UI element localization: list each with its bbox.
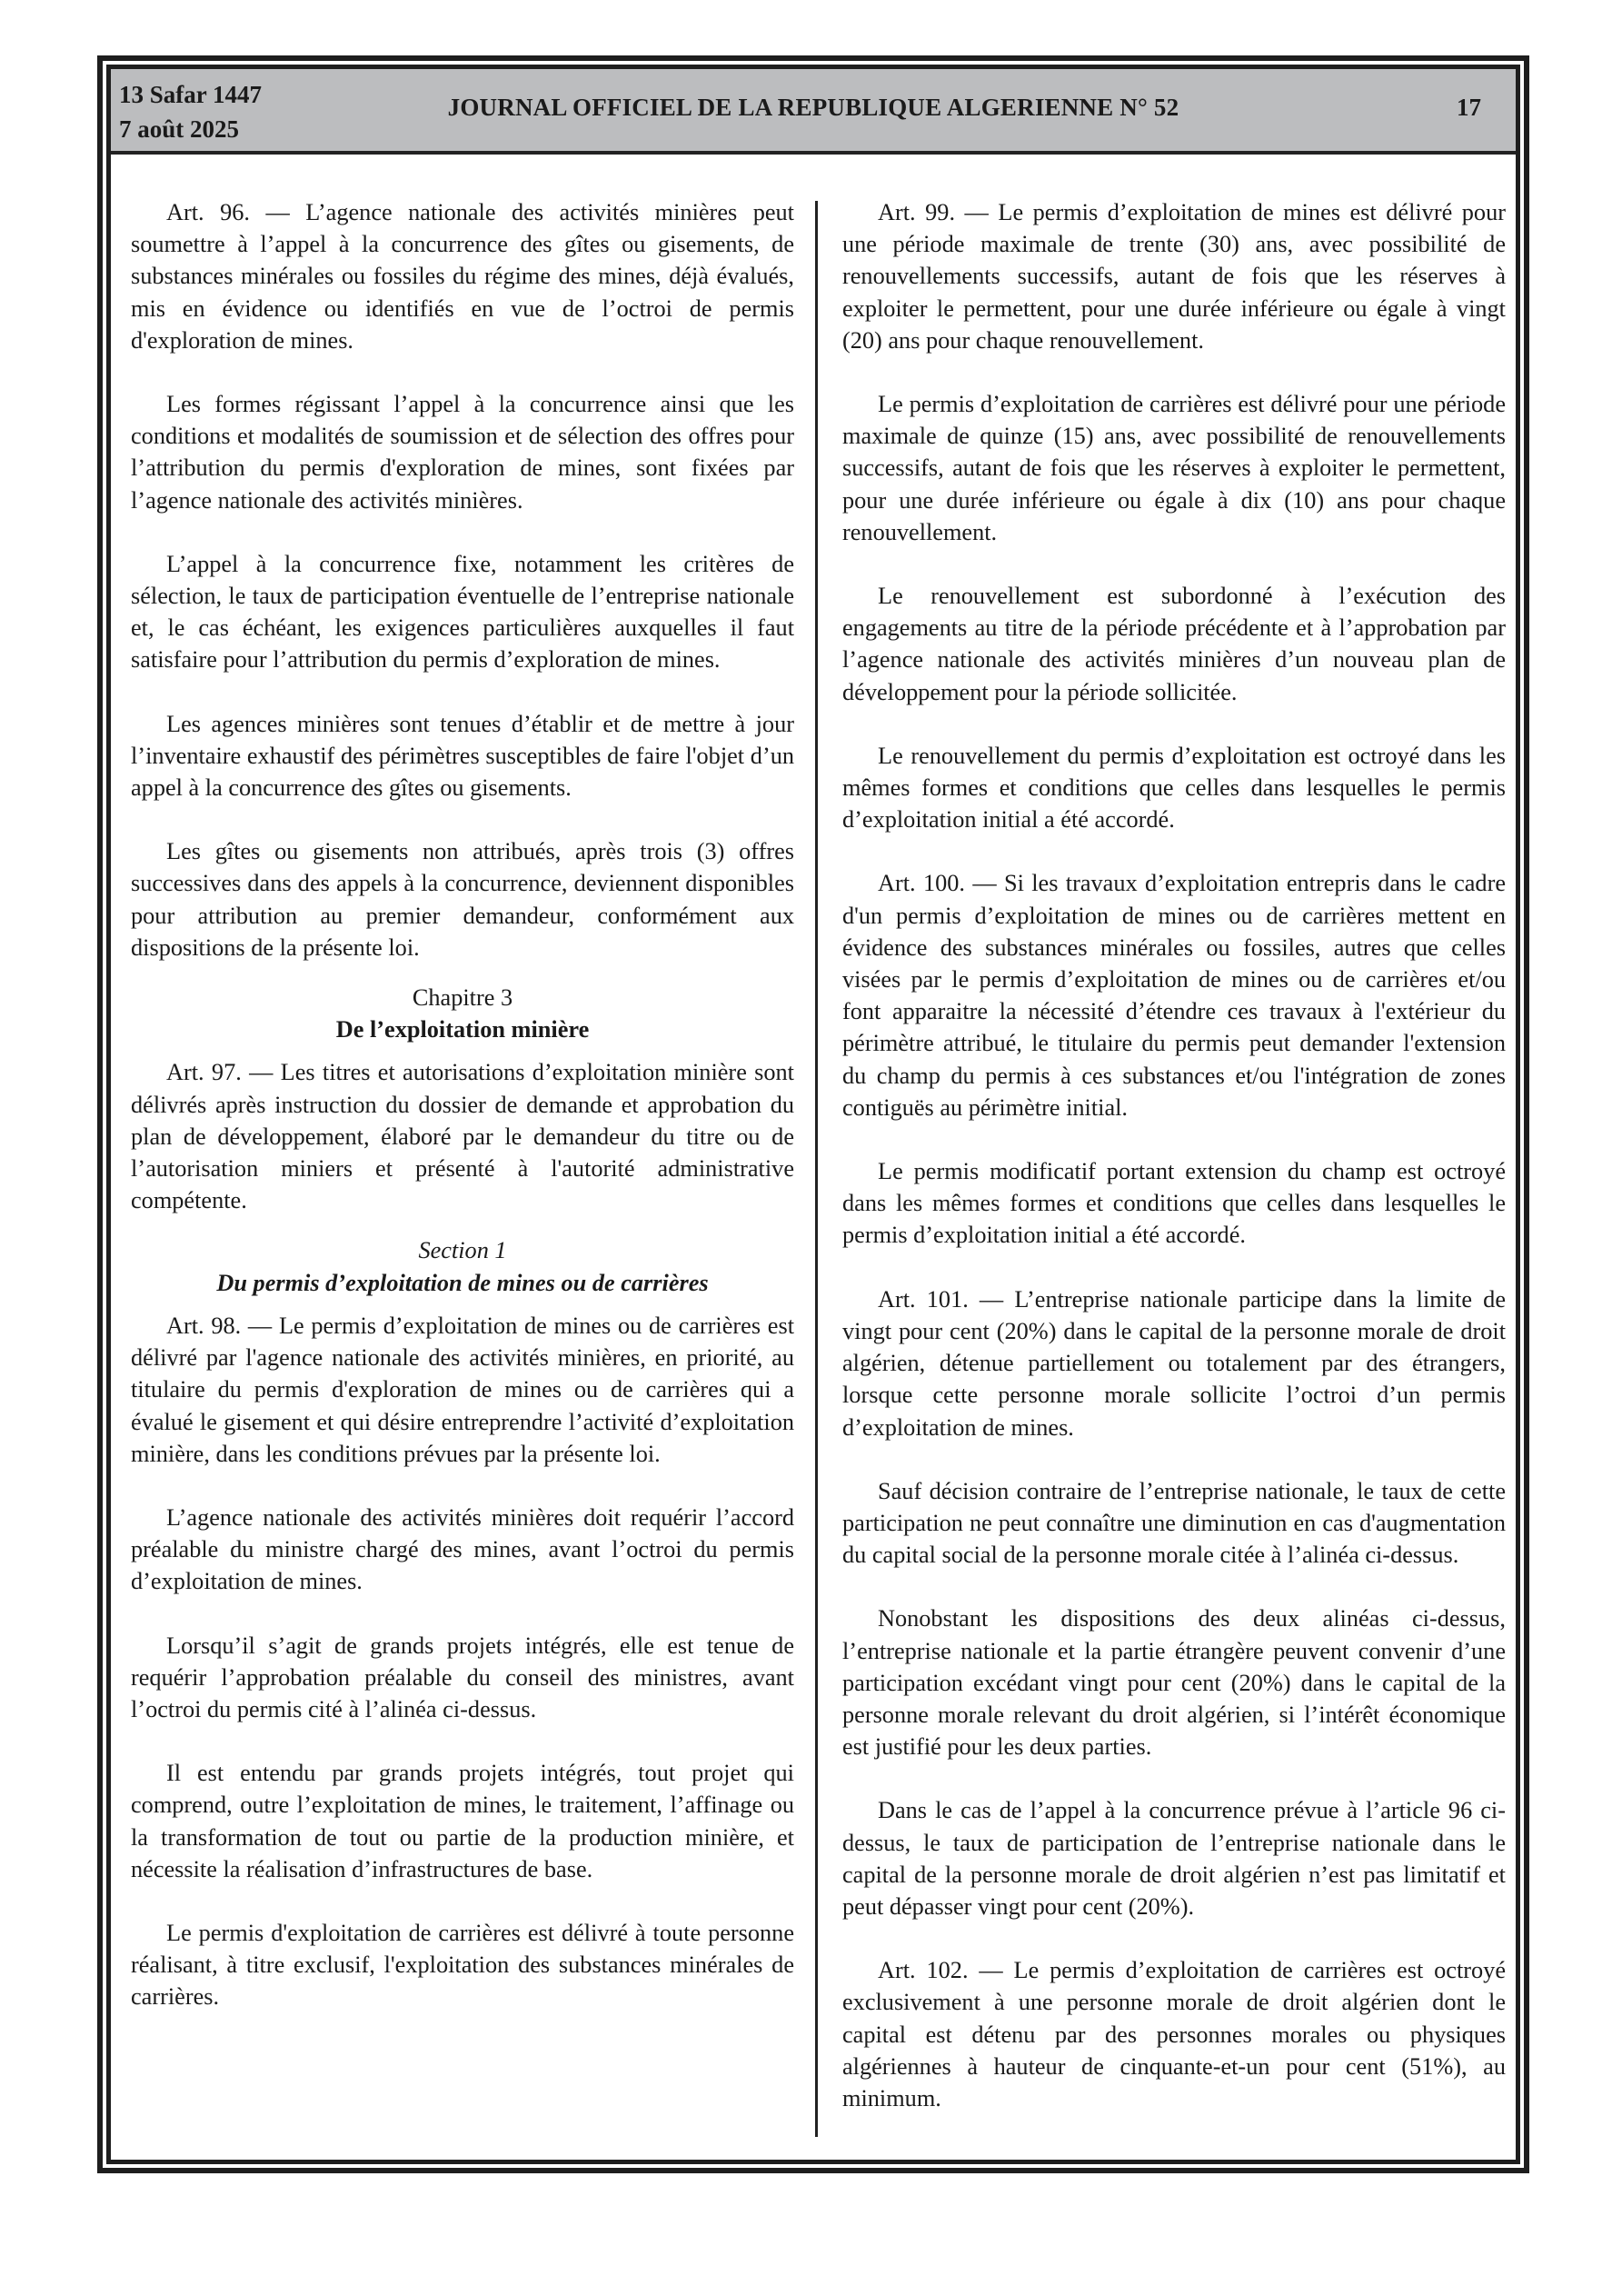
paragraph: Lorsqu’il s’agit de grands projets intégrés, elle est tenue de requérir l’approbation préalable du conseil des ministres, avant l’octroi du permis cité à l’alinéa ci-dessus. (131, 1632, 794, 1722)
page-frame-inner (106, 65, 1520, 2164)
page-header (111, 69, 1516, 155)
paragraph: Nonobstant les dispositions des deux alinéas ci-dessus, l’entreprise nationale et la partie étrangère peuvent convenir d’une participation excédant vingt pour cent (20%) dans le capital de la personne morale relevant du droit algérien, si l’intérêt économique est justifié pour les deux parties. (842, 1605, 1506, 1761)
paragraph: Le renouvellement du permis d’exploitation est octroyé dans les mêmes formes et conditions que celles dans lesquelles le permis d’exploitation initial a été accordé. (842, 742, 1506, 834)
article-100-paragraph: Art. 100. — Si les travaux d’exploitation entrepris dans le cadre d'un permis d’exploitation de mines ou de carrières mettent en évidence des substances minérales ou fossiles, autres que celles visées par le permis d’exploitation de mines ou de carrières et/ou font apparaitre la nécessité d’étendre ces travaux à l'extérieur du périmètre attribué, le titulaire du permis peut demander l'extension du champ du permis à ces substances et/ou l'intégration de zones contiguës au périmètre initial. (842, 870, 1506, 1121)
header-date-hijri: 13 Safar 1447 (119, 81, 263, 108)
paragraph: Les gîtes ou gisements non attribués, après trois (3) offres successives dans des appels à la concurrence, deviennent disponibles pour attribution au premier demandeur, conformément aux dispositions de la présente loi. (131, 838, 794, 961)
left-column (131, 196, 794, 2045)
paragraph: Sauf décision contraire de l’entreprise nationale, le taux de cette participation ne peut connaître une diminution en cas d'augmentation du capital social de la personne morale citée à l’alinéa ci-dessus. (842, 1477, 1506, 1569)
paragraph: Le permis d'exploitation de carrières est délivré à toute personne réalisant, à titre exclusif, l'exploitation des substances minérales de carrières. (131, 1919, 794, 2011)
paragraph: Les formes régissant l’appel à la concurrence ainsi que les conditions et modalités de soumission et de sélection des offres pour l’attribution du permis d'exploration de mines, sont fixées par l’agence nationale des activités minières. (131, 391, 794, 514)
paragraph: Le renouvellement est subordonné à l’exécution des engagements au titre de la période précédente et à l’approbation par l’agence nationale des activités minières d’un nouveau plan de développement pour la période sollicitée. (842, 583, 1506, 705)
right-column (842, 196, 1506, 2146)
paragraph: L’agence nationale des activités minières doit requérir l’accord préalable du ministre chargé des mines, avant l’octroi du permis d’exploitation de mines. (131, 1503, 794, 1595)
section-title: Du permis d’exploitation de mines ou de carrières (216, 1269, 709, 1296)
header-date-gregorian: 7 août 2025 (119, 115, 240, 143)
article-102-paragraph: Art. 102. — Le permis d’exploitation de carrières est octroyé exclusivement à une personne morale de droit algérien dont le capital est détenu par des personnes morales ou physiques algériennes à hauteur de cinquante-et-un pour cent (51%), au minimum. (842, 1957, 1506, 2111)
page-number: 17 (1457, 94, 1481, 121)
article-98-paragraph: Art. 98. — Le permis d’exploitation de mines ou de carrières est délivré par l'agence nationale des activités minières, en priorité, au titulaire du permis d'exploration de mines ou de carrières qui a évalué le gisement et qui désire entreprendre l’activité d’exploitation minière, dans les conditions prévues par la présente loi. (131, 1312, 794, 1467)
paragraph: Le permis d’exploitation de carrières est délivré pour une période maximale de quinze (15) ans, avec possibilité de renouvellements successifs, autant de fois que les réserves à exploiter le permettent, pour une durée inférieure ou égale à dix (10) ans pour chaque renouvellement. (842, 391, 1506, 545)
page-frame-outer (97, 55, 1529, 2173)
article-99-paragraph: Art. 99. — Le permis d’exploitation de mines est délivré pour une période maximale de trente (30) ans, avec possibilité de renouvellements successifs, autant de fois que les réserves à exploiter le permettent, pour une durée inférieure ou égale à vingt (20) ans pour chaque renouvellement. (842, 199, 1506, 354)
paragraph: L’appel à la concurrence fixe, notamment les critères de sélection, le taux de participation éventuelle de l’entreprise nationale et, le cas échéant, les exigences particulières auxquelles il faut satisfaire pour l’attribution du permis d’exploration de mines. (131, 550, 794, 674)
article-96-paragraph: Art. 96. — L’agence nationale des activités minières peut soumettre à l’appel à la concurrence des gîtes ou gisements, de substances minérales ou fossiles du régime des mines, déjà évalués, mis en évidence ou identifiés en vue de l’octroi de permis d'exploration de mines. (131, 199, 794, 354)
chapter-label: Chapitre 3 (412, 984, 513, 1012)
article-97-paragraph: Art. 97. — Les titres et autorisations d’exploitation minière sont délivrés après instruction du dossier de demande et approbation du plan de développement, élaboré par le demandeur du titre ou de l’autorisation miniers et présenté à l'autorité administrative compétente. (131, 1059, 794, 1214)
paragraph: Il est entendu par grands projets intégrés, tout projet qui comprend, outre l’exploitation de mines, le traitement, l’affinage ou la transformation de tout ou partie de la production minière, et nécessite la réalisation d’infrastructures de base. (131, 1760, 794, 1882)
journal-title: JOURNAL OFFICIEL DE LA REPUBLIQUE ALGERIENNE N° 52 (447, 94, 1179, 121)
chapter-title: De l’exploitation minière (335, 1016, 590, 1043)
article-101-paragraph: Art. 101. — L’entreprise nationale participe dans la limite de vingt pour cent (20%) dans le capital de la personne morale de droit algérien, détenue partiellement ou totalement par des étrangers, lorsque cette personne morale sollicite l’octroi d’un permis d’exploitation de mines. (842, 1285, 1506, 1441)
paragraph: Dans le cas de l’appel à la concurrence prévue à l’article 96 ci-dessus, le taux de participation de l’entreprise nationale dans le capital de la personne morale de droit algérien n’est pas limitatif et peut dépasser vingt pour cent (20%). (842, 1797, 1506, 1920)
paragraph: Les agences minières sont tenues d’établir et de mettre à jour l’inventaire exhaustif des périmètres susceptibles de faire l'objet d’un appel à la concurrence des gîtes ou gisements. (131, 710, 794, 802)
section-label: Section 1 (418, 1237, 507, 1264)
column-divider (815, 201, 818, 2137)
paragraph: Le permis modificatif portant extension du champ est octroyé dans les mêmes formes et conditions que celles dans lesquelles le permis d’exploitation initial a été accordé. (842, 1158, 1506, 1249)
